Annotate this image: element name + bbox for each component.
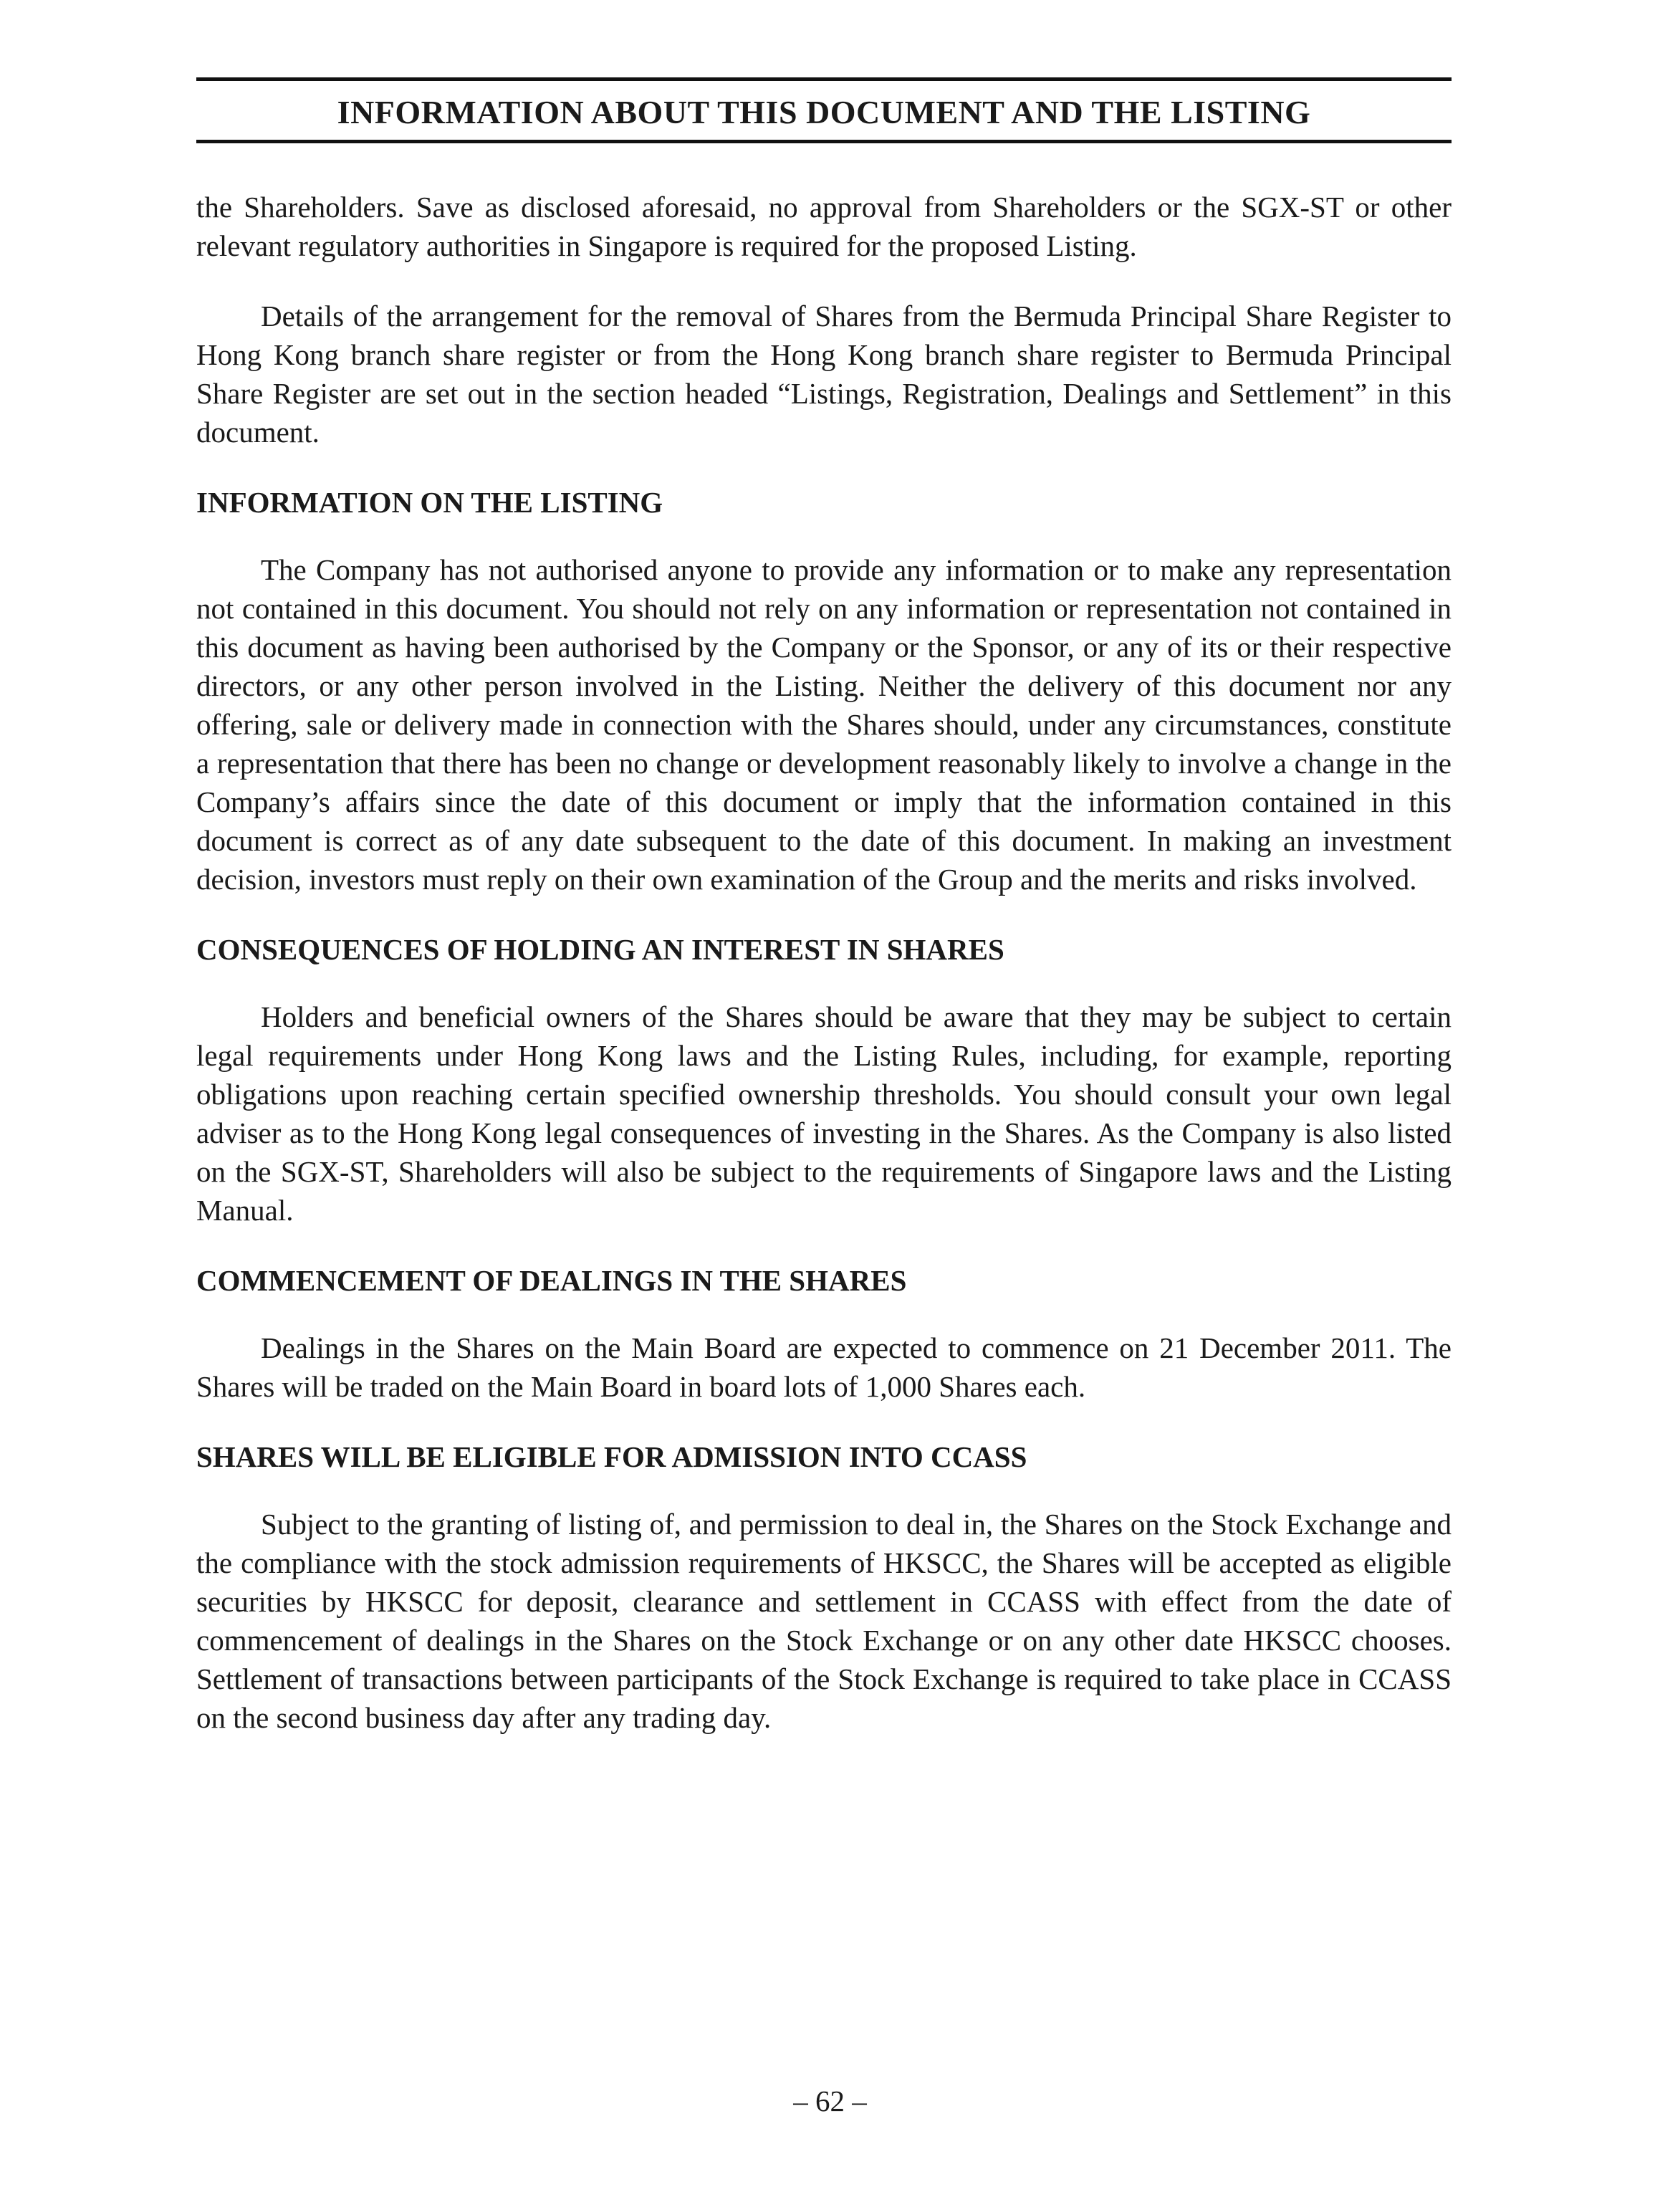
share-register-paragraph: Details of the arrangement for the removal of Shares from the Bermuda Principal Share Register to Hong Kong branch share register or from the Hong Kong branch share register to Bermuda Principal Share Register are set out in the section headed “Listings, Registration, Dealings and Settlement” in this document.: [196, 300, 1452, 449]
section-heading-ccass: SHARES WILL BE ELIGIBLE FOR ADMISSION INTO CCASS: [196, 1440, 1027, 1473]
document-page: [196, 77, 1452, 1768]
section-heading-commencement: COMMENCEMENT OF DEALINGS IN THE SHARES: [196, 1264, 907, 1297]
page-header: [196, 77, 1452, 143]
document-body: [196, 188, 1452, 1737]
continued-paragraph: the Shareholders. Save as disclosed aforesaid, no approval from Shareholders or the SGX-ST or other relevant regulatory authorities in Singapore is required for the proposed Listing.: [196, 191, 1452, 262]
section-heading-consequences: CONSEQUENCES OF HOLDING AN INTEREST IN SHARES: [196, 933, 1004, 966]
section-heading-information-on-listing: INFORMATION ON THE LISTING: [196, 486, 663, 519]
page-number: – 62 –: [793, 2084, 867, 2117]
header-title: INFORMATION ABOUT THIS DOCUMENT AND THE LISTING: [337, 94, 1311, 130]
section-body-ccass: Subject to the granting of listing of, and permission to deal in, the Shares on the Stock Exchange and the compliance with the stock admission requirements of HKSCC, the Shares will be accepted as eligible securities by HKSCC for deposit, clearance and settlement in CCASS with effect from the date of commencement of dealings in the Shares on the Stock Exchange or on any other date HKSCC chooses. Settlement of transactions between participants of the Stock Exchange is required to take place in CCASS on the second business day after any trading day.: [196, 1508, 1452, 1734]
section-body-consequences: Holders and beneficial owners of the Shares should be aware that they may be subject to certain legal requirements under Hong Kong laws and the Listing Rules, including, for example, reporting obligations upon reaching certain specified ownership thresholds. You should consult your own legal adviser as to the Hong Kong legal consequences of investing in the Shares. As the Company is also listed on the SGX-ST, Shareholders will also be subject to the requirements of Singapore laws and the Listing Manual.: [196, 1000, 1452, 1227]
section-body-commencement: Dealings in the Shares on the Main Board are expected to commence on 21 December 2011. The Shares will be traded on the Main Board in board lots of 1,000 Shares each.: [196, 1331, 1452, 1403]
section-body-information-on-listing: The Company has not authorised anyone to provide any information or to make any representation not contained in this document. You should not rely on any information or representation not contained in this document as having been authorised by the Company or the Sponsor, or any of its or their respective directors, or any other person involved in the Listing. Neither the delivery of this document nor any offering, sale or delivery made in connection with the Shares should, under any circumstances, constitute a representation that there has been no change or development reasonably likely to involve a change in the Company’s affairs since the date of this document or imply that the information contained in this document is correct as of any date subsequent to the date of this document. In making an investment decision, investors must reply on their own examination of the Group and the merits and risks involved.: [196, 553, 1452, 896]
